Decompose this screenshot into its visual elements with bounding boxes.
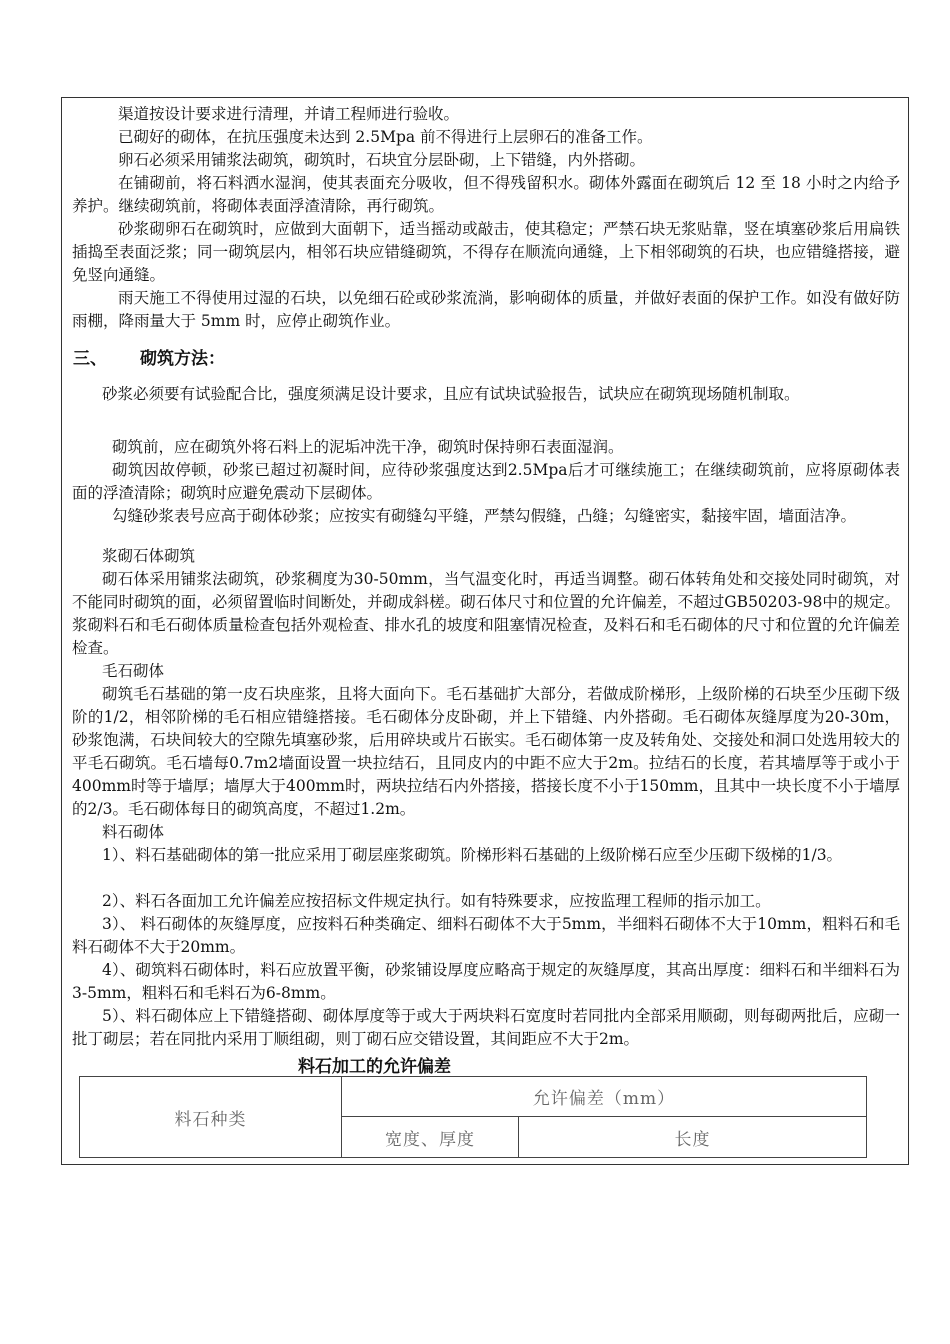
paragraph: 勾缝砂浆表号应高于砌体砂浆；应按实有砌缝勾平缝，严禁勾假缝，凸缝；勾缝密实，黏接牢固，墙面洁净。	[112, 507, 857, 525]
list-item: 2）、料石各面加工允许偏差应按招标文件规定执行。如有特殊要求，应按监理工程师的指示加工。	[102, 892, 771, 910]
subheading: 料石砌体	[102, 823, 165, 841]
paragraph: 渠道按设计要求进行清理，并请工程师进行验收。	[118, 105, 460, 123]
paragraph: 砌筑前，应在砌筑外将石料上的泥垢冲洗干净，砌筑时保持卵石表面湿润。	[112, 438, 624, 456]
tolerance-table	[79, 1076, 867, 1158]
paragraph: 砂浆必须要有试验配合比，强度须满足设计要求，且应有试块试验报告，试块应在砌筑现场随机制取。	[102, 385, 800, 403]
subheading: 毛石砌体	[102, 662, 165, 680]
paragraph: 卵石必须采用铺浆法砌筑，砌筑时，石块宜分层卧砌，上下错缝，内外搭砌。	[118, 151, 646, 169]
list-item: 3）、 料石砌体的灰缝厚度，应按料石种类确定、细料石砌体不大于5mm，半细料石砌体不大于10mm，粗料石和毛料石砌体不大于20mm。	[72, 915, 900, 956]
list-item: 5）、料石砌体应上下错缝搭砌、砌体厚度等于或大于两块料石宽度时若同批内全部采用顺砌，则每砌两批后，应砌一批丁砌层；若在同批内采用丁顺组砌，则丁砌石应交错设置，其间距应不大于2m。	[72, 1007, 900, 1048]
paragraph: 砌石体采用铺浆法砌筑，砂浆稠度为30-50mm，当气温变化时，再适当调整。砌石体转角处和交接处同时砌筑，对不能同时砌筑的面，必须留置临时间断处，并砌成斜槎。砌石体尺寸和位置的允许偏差，不超过GB50203-98中的规定。浆砌料石和毛石砌体质量检查包括外观检查、排水孔的坡度和阻塞情况检查，及料石和毛石砌体的尺寸和位置的允许偏差检查。	[72, 570, 900, 657]
section-number: 三、	[73, 349, 107, 369]
paragraph: 砌筑毛石基础的第一皮石块座浆，且将大面向下。毛石基础扩大部分，若做成阶梯形，上级阶梯的石块至少压砌下级阶的1/2，相邻阶梯的毛石相应错缝搭接。毛石砌体分皮卧砌，并上下错缝、内外搭砌。毛石砌体灰缝厚度为20-30m，砂浆饱满，石块间较大的空隙先填塞砂浆，后用碎块或片石嵌实。毛石砌体第一皮及转角处、交接处和洞口处选用较大的平毛石砌筑。毛石墙每0.7m2墙面设置一块拉结石，且同皮内的中距不应大于2m。拉结石的长度，若其墙厚等于或小于400mm时等于墙厚；墙厚大于400mm时，两块拉结石内外搭接，搭接长度不小于150mm，且其中一块长度不小于墙厚的2/3。毛石砌体每日的砌筑高度，不超过1.2m。	[72, 685, 900, 818]
table-title: 料石加工的允许偏差	[298, 1057, 451, 1077]
paragraph: 砂浆砌卵石在砌筑时，应做到大面朝下，适当摇动或敲击，使其稳定；严禁石块无浆贴靠，竖在填塞砂浆后用扁铁插捣至表面泛浆；同一砌筑层内，相邻石块应错缝砌筑，不得存在顺流向通缝，上下相邻砌筑的石块，也应错缝搭接，避免竖向通缝。	[72, 220, 900, 284]
paragraph: 砌筑因故停顿，砂浆已超过初凝时间，应待砂浆强度达到2.5Mpa后才可继续施工；在继续砌筑前，应将原砌体表面的浮渣清除；砌筑时应避免震动下层砌体。	[72, 461, 900, 502]
paragraph: 在铺砌前，将石料洒水湿润，使其表面充分吸收，但不得残留积水。砌体外露面在砌筑后 12 至 18 小时之内给予养护。继续砌筑前，将砌体表面浮渣清除，再行砌筑。	[72, 174, 900, 215]
header-cell-width: 宽度、厚度	[342, 1117, 519, 1158]
paragraph: 雨天施工不得使用过湿的石块，以免细石砼或砂浆流淌，影响砌体的质量，并做好表面的保护工作。如没有做好防雨棚，降雨量大于 5mm 时，应停止砌筑作业。	[72, 289, 900, 330]
table-row	[80, 1077, 867, 1117]
list-item: 1）、料石基础砌体的第一批应采用丁砌层座浆砌筑。阶梯形料石基础的上级阶梯石应至少压砌下级梯的1/3。	[102, 846, 843, 864]
section-heading	[73, 344, 225, 369]
paragraph: 已砌好的砌体，在抗压强度未达到 2.5Mpa 前不得进行上层卵石的准备工作。	[118, 128, 653, 146]
subheading: 浆砌石体砌筑	[102, 547, 196, 565]
header-cell-length: 长度	[519, 1117, 867, 1158]
section-title: 砌筑方法：	[140, 349, 225, 369]
list-item: 4）、砌筑料石砌体时，料石应放置平衡，砂浆铺设厚度应略高于规定的灰缝厚度，其高出厚度：细料石和半细料石为3-5mm，粗料石和毛料石为6-8mm。	[72, 961, 900, 1002]
header-cell-stone-type: 料石种类	[80, 1077, 342, 1158]
header-cell-tolerance: 允许偏差（mm）	[342, 1077, 867, 1117]
